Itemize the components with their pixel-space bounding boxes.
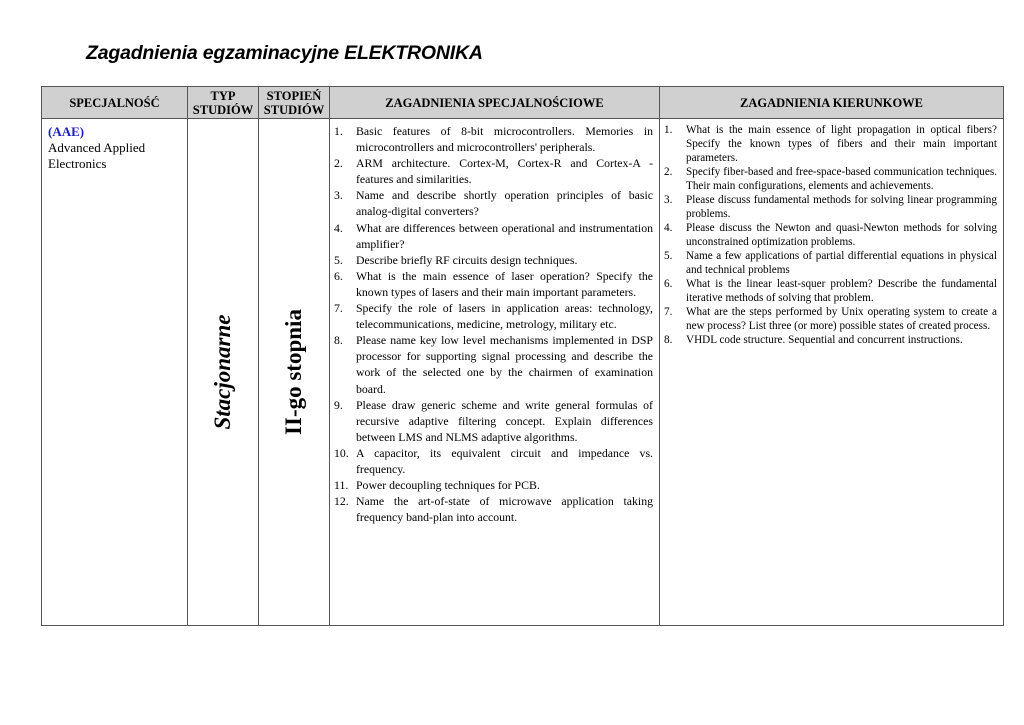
item-text: Specify fiber-based and free-space-based communication techniques. Their main configurations, elements and achievements.	[686, 166, 997, 192]
item-number: 1.	[664, 124, 673, 136]
item-text: VHDL code structure. Sequential and concurrent instructions.	[686, 334, 963, 346]
list-item	[334, 332, 653, 396]
item-text: Name the art-of-state of microwave application taking frequency band-plan into account.	[356, 494, 653, 525]
document-title: Zagadnienia egzaminacyjne ELEKTRONIKA	[86, 42, 483, 64]
list-item	[334, 187, 653, 219]
item-text: Please discuss the Newton and quasi-Newton methods for solving unconstrained optimization problems.	[686, 222, 997, 248]
specialty-code: (AAE)	[48, 124, 85, 139]
item-number: 5.	[664, 250, 673, 262]
specialty-name: Advanced Applied Electronics	[48, 140, 146, 171]
item-number: 11.	[334, 478, 349, 493]
item-number: 2.	[334, 156, 343, 171]
item-number: 8.	[664, 334, 673, 346]
item-text: Name and describe shortly operation principles of basic analog-digital converters?	[356, 188, 653, 219]
list-item	[664, 123, 997, 165]
table-header-row	[42, 87, 1004, 119]
item-text: Please name key low level mechanisms implemented in DSP processor for supporting signal processing and describe the work of the selected one by the chairmen of examination board.	[356, 333, 653, 396]
item-number: 9.	[334, 397, 343, 412]
table-row	[42, 119, 1004, 626]
list-item	[664, 305, 997, 333]
study-level-text: II-go stopnia	[281, 309, 306, 435]
item-number: 7.	[334, 301, 343, 316]
header-zagadnienia-kierunkowe: ZAGADNIENIA KIERUNKOWE	[660, 87, 1004, 119]
item-number: 6.	[334, 268, 343, 283]
list-item	[664, 277, 997, 305]
list-item	[664, 165, 997, 193]
item-text: ARM architecture. Cortex-M, Cortex-R and Cortex-A - features and similarities.	[356, 156, 653, 187]
field-topics-list	[664, 123, 997, 347]
item-number: 3.	[334, 188, 343, 203]
list-item	[334, 123, 653, 155]
item-text: What is the main essence of light propagation in optical fibers? Specify the known types of fibers and their main important parameters.	[686, 124, 997, 164]
item-text: Specify the role of lasers in application areas: technology, telecommunications, medicine, metrology, military etc.	[356, 301, 653, 332]
specialty-cell	[42, 119, 188, 626]
list-item	[334, 220, 653, 252]
list-item	[334, 252, 653, 268]
list-item	[334, 477, 653, 493]
list-item	[664, 333, 997, 347]
item-number: 5.	[334, 252, 343, 267]
list-item	[334, 300, 653, 332]
list-item	[334, 493, 653, 525]
item-text: What is the main essence of laser operation? Specify the known types of lasers and their main important parameters.	[356, 268, 653, 299]
study-level-cell	[259, 119, 330, 626]
header-zagadnienia-specjalnosciowe: ZAGADNIENIA SPECJALNOŚCIOWE	[330, 87, 660, 119]
specialty-topics-list	[334, 123, 653, 525]
study-type-cell	[188, 119, 259, 626]
item-text: A capacitor, its equivalent circuit and impedance vs. frequency.	[356, 445, 653, 476]
item-text: What are differences between operational and instrumentation amplifier?	[356, 220, 653, 251]
item-text: What are the steps performed by Unix operating system to create a new process? List three (or more) possible states of created process.	[686, 306, 997, 332]
item-text: Name a few applications of partial differential equations in physical and technical problems	[686, 250, 997, 276]
item-number: 12.	[334, 494, 349, 509]
list-item	[664, 249, 997, 277]
list-item	[334, 155, 653, 187]
list-item	[664, 193, 997, 221]
list-item	[334, 268, 653, 300]
item-number: 10.	[334, 445, 349, 460]
exam-topics-table	[41, 86, 1004, 626]
item-text: Please draw generic scheme and write general formulas of recursive adaptive filtering concept. Explain differences between LMS and NLMS adaptive algorithms.	[356, 397, 653, 444]
study-type-text: Stacjonarne	[210, 314, 235, 430]
item-text: Power decoupling techniques for PCB.	[356, 478, 540, 493]
list-item	[334, 445, 653, 477]
item-number: 3.	[664, 194, 673, 206]
item-text: Describe briefly RF circuits design techniques.	[356, 252, 578, 267]
specialty-topics-cell	[330, 119, 660, 626]
item-text: Please discuss fundamental methods for solving linear programming problems.	[686, 194, 997, 220]
item-number: 1.	[334, 124, 343, 138]
field-topics-cell	[660, 119, 1004, 626]
list-item	[664, 221, 997, 249]
item-number: 6.	[664, 278, 673, 290]
list-item	[334, 397, 653, 445]
header-specjalnosc: SPECJALNOŚĆ	[42, 87, 188, 119]
item-number: 8.	[334, 333, 343, 348]
item-number: 4.	[334, 220, 343, 235]
item-number: 4.	[664, 222, 673, 234]
header-stopien-studiow: STOPIEŃ STUDIÓW	[259, 87, 330, 119]
item-number: 2.	[664, 166, 673, 178]
item-number: 7.	[664, 306, 673, 318]
item-text: Basic features of 8-bit microcontrollers. Memories in microcontrollers and microcontrollers' peripherals.	[356, 124, 653, 155]
header-typ-studiow: TYP STUDIÓW	[188, 87, 259, 119]
item-text: What is the linear least-squer problem? Describe the fundamental iterative methods of solving that problem.	[686, 278, 997, 304]
